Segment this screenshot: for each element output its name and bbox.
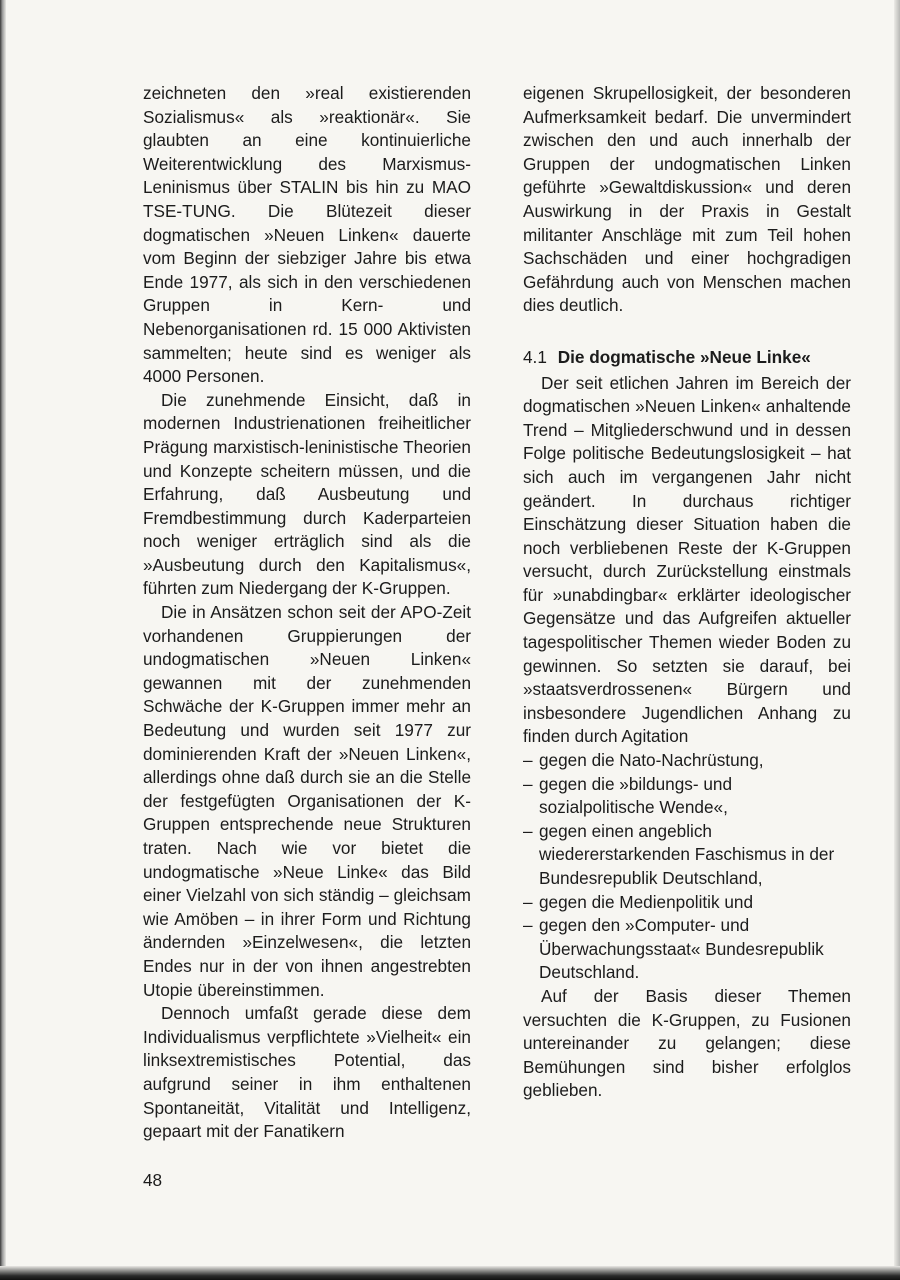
paragraph: Auf der Basis dieser Themen versuchten die K-Gruppen, zu Fusionen untereinander zu gelangen; diese Bemühungen sind bisher erfolglos geblieben.	[523, 985, 851, 1101]
page-left-shadow	[0, 0, 6, 1280]
paragraph: zeichneten den »real existierenden Sozialismus« als »reaktionär«. Sie glaubten an eine kontinuierliche Weiterentwicklung des Marxismus-Leninismus über STALIN bis hin zu MAO TSE-TUNG. Die Blütezeit dieser dogmatischen »Neuen Linken« dauerte vom Beginn der siebziger Jahre bis etwa Ende 1977, als sich in den verschiedenen Gruppen in Kern- und Nebenorganisationen rd. 15 000 Aktivisten sammelten; heute sind es weniger als 4000 Personen.	[143, 83, 471, 387]
paragraph: eigenen Skrupellosigkeit, der besonderen Aufmerksamkeit bedarf. Die unvermindert zwischen den und auch innerhalb der Gruppen der undogmatischen Linken geführte »Gewaltdiskussion« und deren Auswirkung in der Praxis in Gestalt militanter Anschläge mit zum Teil hohen Sachschäden und einer hochgradigen Gefährdung auch von Menschen machen dies deutlich.	[523, 83, 851, 316]
paragraph: Dennoch umfaßt gerade diese dem Individualismus verpflichtete »Vielheit« ein linksextremistisches Potential, das aufgrund seiner in ihm enthaltenen Spontaneität, Vitalität und Intelligenz, gepaart mit der Fanatikern	[143, 1003, 471, 1142]
section-number: 4.1	[523, 346, 547, 367]
list-item: – gegen die Medienpolitik und	[523, 891, 851, 915]
list-item: – gegen die Nato-Nachrüstung,	[523, 749, 851, 773]
list-item: – gegen den »Computer- und Überwachungsstaat« Bundesrepublik Deutschland.	[523, 914, 851, 985]
page-number: 48	[143, 1170, 163, 1190]
page-bottom-edge	[0, 1266, 900, 1280]
page-right-shadow	[894, 0, 900, 1280]
list-item: – gegen die »bildungs- und sozialpolitische Wende«,	[523, 773, 851, 820]
paragraph: Der seit etlichen Jahren im Bereich der dogmatischen »Neuen Linken« anhaltende Trend – Mitgliederschwund und in dessen Folge politische Bedeutungslosigkeit – hat sich auch im vergangenen Jahr nicht geändert. In durchaus richtiger Einschätzung dieser Situation haben die noch verbliebenen Reste der K-Gruppen versucht, durch Zurückstellung einstmals für »unabdingbar« erklärter ideologischer Gegensätze und das Aufgreifen aktueller tagespolitischer Themen wieder Boden zu gewinnen. So setzten sie darauf, bei »staatsverdrossenen« Bürgern und insbesondere Jugendlichen Anhang zu finden durch Agitation	[523, 372, 851, 747]
dash-list	[523, 749, 851, 985]
section-title: Die dogmatische »Neue Linke«	[557, 346, 811, 367]
section-heading	[523, 346, 851, 370]
right-column	[523, 82, 851, 1103]
paragraph: Die zunehmende Einsicht, daß in modernen Industrienationen freiheitlicher Prägung marxistisch-leninistische Theorien und Konzepte scheitern müssen, und die Erfahrung, daß Ausbeutung und Fremdbestimmung durch Kaderparteien noch weniger erträglich sind als die »Ausbeutung durch den Kapitalismus«, führten zum Niedergang der K-Gruppen.	[143, 389, 471, 599]
left-column	[143, 82, 471, 1144]
list-item: – gegen einen angeblich wiedererstarkenden Faschismus in der Bundesrepublik Deutschland,	[523, 820, 851, 891]
paragraph: Die in Ansätzen schon seit der APO-Zeit vorhandenen Gruppierungen der undogmatischen »Neuen Linken« gewannen mit der zunehmenden Schwäche der K-Gruppen immer mehr an Bedeutung und wurden seit 1977 zur dominierenden Kraft der »Neuen Linken«, allerdings ohne daß durch sie an die Stelle der festgefügten Organisationen der K-Gruppen entsprechende neue Strukturen traten. Nach wie vor bietet die undogmatische »Neue Linke« das Bild einer Vielzahl von sich ständig – gleichsam wie Amöben – in ihrer Form und Richtung ändernden »Einzelwesen«, die letzten Endes nur in der von ihnen angestrebten Utopie übereinstimmen.	[143, 602, 471, 1000]
